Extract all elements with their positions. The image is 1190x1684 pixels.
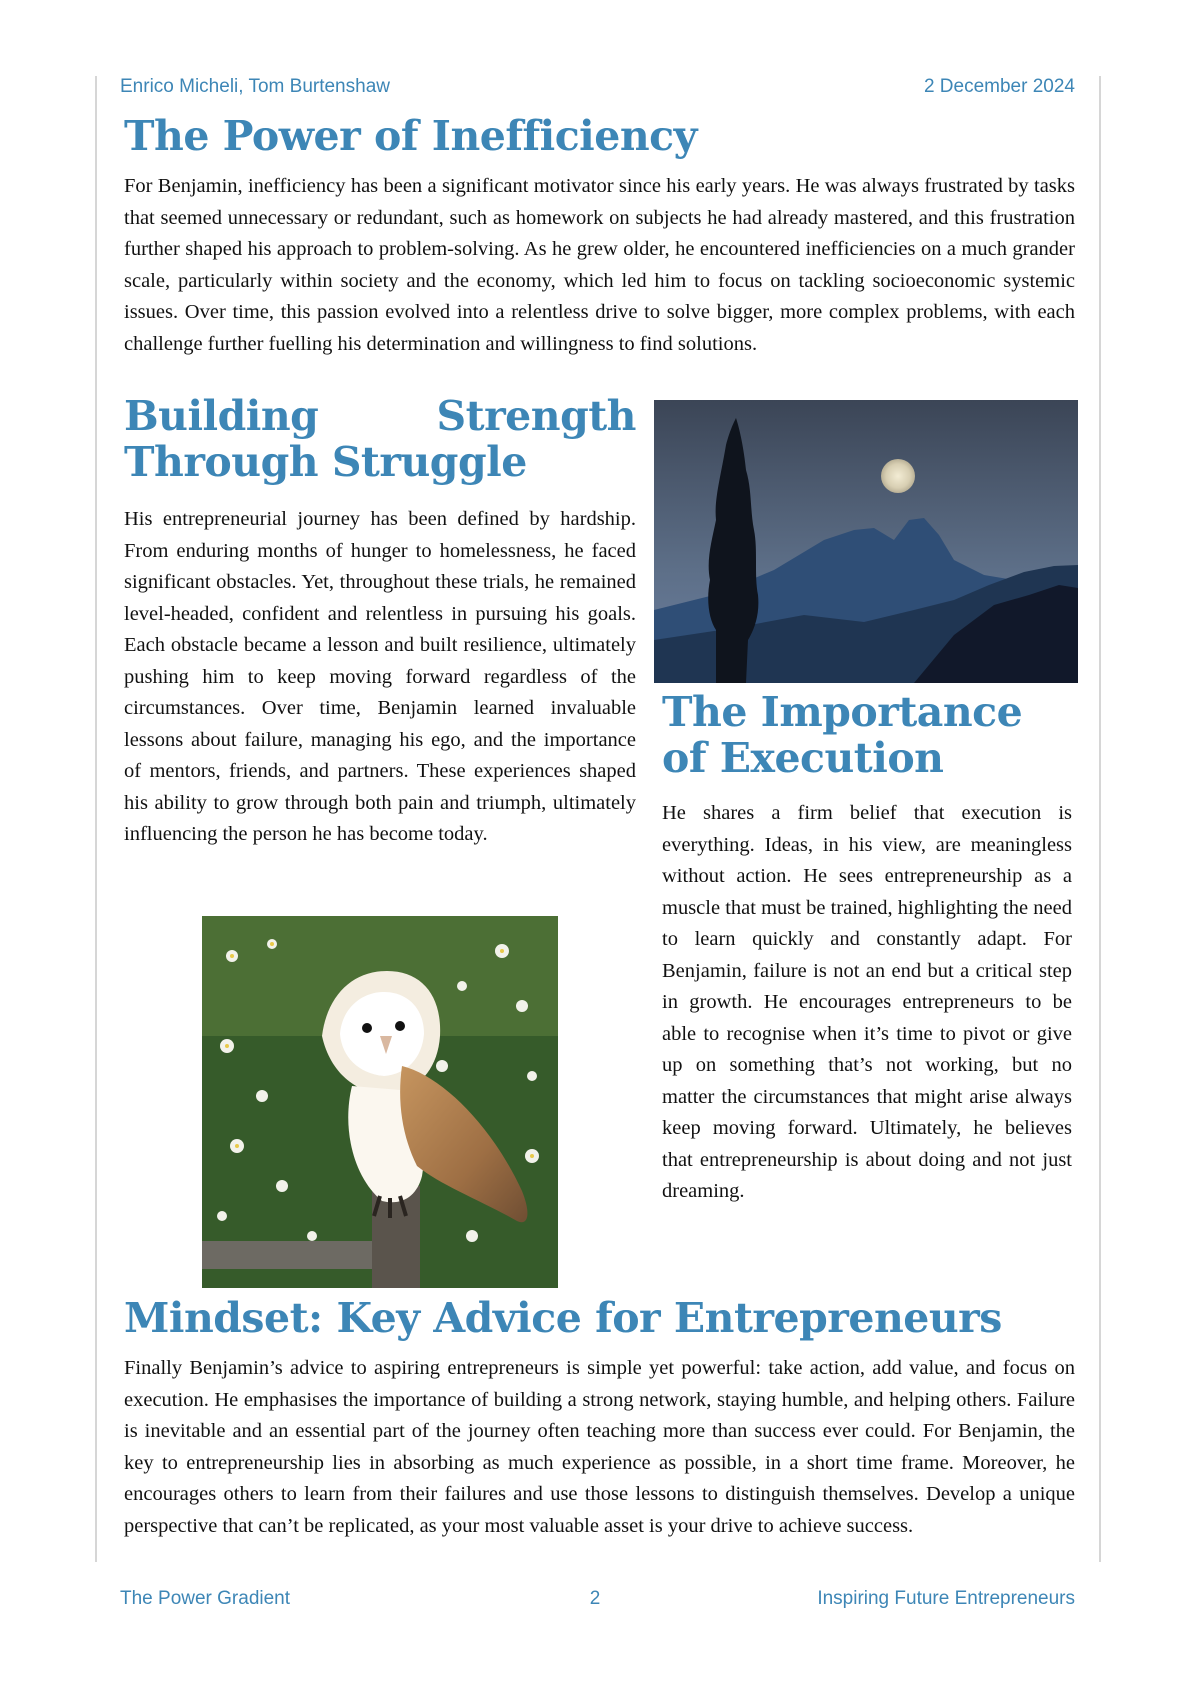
footer-page-number: 2: [589, 1588, 601, 1609]
footer-publication: The Power Gradient: [120, 1588, 291, 1609]
section-title-execution: The Importance of Execution: [662, 688, 1023, 782]
header-authors: Enrico Micheli, Tom Burtenshaw: [120, 76, 390, 97]
barn-owl-photo: [202, 916, 558, 1288]
section-body-execution: He shares a firm belief that execution is everything. Ideas, in his view, are meaningless without action. He sees entrepreneurship as a muscle that must be trained, highlighting the need to learn quickly and constantly adapt. For Benjamin, failure is not an end but a critical step in growth. He encourages entrepreneurs to be able to recognise when it’s time to pivot or give up on something that’s not working, but no matter the circumstances that might arise always keep moving forward. Ultimately, he believes that entrepreneurship is about doing and not just dreaming.: [662, 802, 1072, 1202]
left-margin-rule: [95, 76, 97, 1562]
section-title-mindset: Mindset: Key Advice for Entrepreneurs: [124, 1294, 1002, 1342]
section-title-struggle: Building Strength Through Struggle: [124, 392, 636, 486]
section-body-mindset: Finally Benjamin’s advice to aspiring entrepreneurs is simple yet powerful: take action, add value, and focus on execution. He emphasises the importance of building a strong network, staying humble, and helping others. Failure is inevitable and an essential part of the journey often teaching more than success ever could. For Benjamin, the key to entrepreneurship lies in absorbing as much experience as possible, in a short time frame. Moreover, he encourages others to learn from their failures and use those lessons to distinguish themselves. Develop a unique perspective that can’t be replicated, as your most valuable asset is your drive to achieve success.: [124, 1357, 1075, 1537]
header-date: 2 December 2024: [923, 76, 1075, 97]
section-body-inefficiency: For Benjamin, inefficiency has been a significant motivator since his early years. He was always frustrated by tasks that seemed unnecessary or redundant, such as homework on subjects he had already mastered, and this frustration further shaped his approach to problem-solving. As he grew older, he encountered inefficiencies on a much grander scale, particularly within society and the economy, which led him to focus on tackling socioeconomic systemic issues. Over time, this passion evolved into a relentless drive to solve bigger, more complex problems, with each challenge further fuelling his determination and willingness to find solutions.: [124, 175, 1075, 355]
footer-tagline: Inspiring Future Entrepreneurs: [817, 1588, 1075, 1609]
moon-mountain-photo: [654, 400, 1078, 683]
section-body-struggle: His entrepreneurial journey has been defined by hardship. From enduring months of hunger to homelessness, he faced significant obstacles. Yet, throughout these trials, he remained level-headed, confident and relentless in pursuing his goals. Each obstacle became a lesson and built resilience, ultimately pushing him to keep moving forward regardless of the circumstances. Over time, Benjamin learned invaluable lessons about failure, managing his ego, and the importance of mentors, friends, and partners. These experiences shaped his ability to grow through both pain and triumph, ultimately influencing the person he has become today.: [124, 508, 636, 845]
section-title-inefficiency: The Power of Inefficiency: [124, 112, 697, 160]
right-margin-rule: [1099, 76, 1101, 1562]
